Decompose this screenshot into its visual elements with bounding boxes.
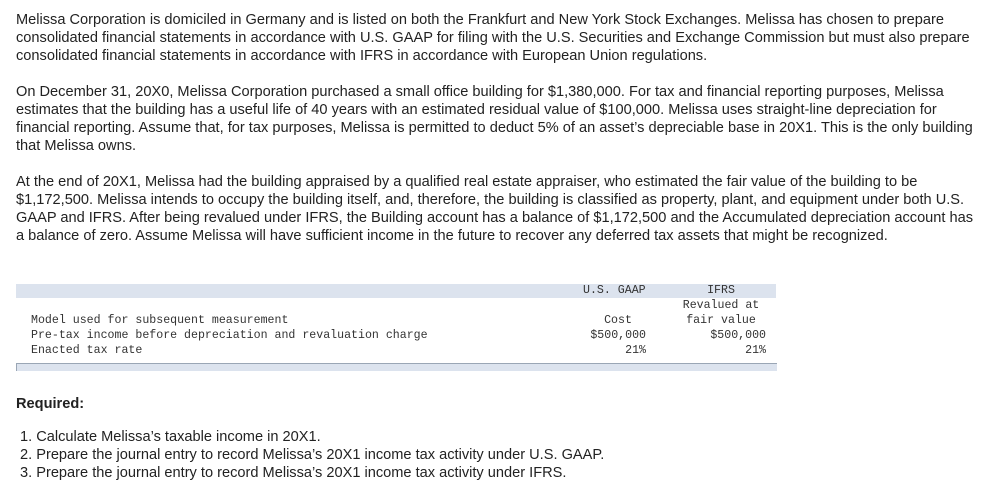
column-header-ifrs: IFRS	[707, 284, 735, 297]
required-heading: Required:	[16, 396, 85, 412]
list-item: 3. Prepare the journal entry to record Melissa’s 20X1 income tax activity under IFRS.	[20, 465, 567, 481]
table-cell-ifrs: 21%	[745, 344, 766, 357]
table-cell-gaap: 21%	[625, 344, 646, 357]
required-list	[20, 428, 604, 482]
table-cell-ifrs: $500,000	[710, 329, 766, 342]
purchase-paragraph: On December 31, 20X0, Melissa Corporation purchased a small office building for $1,380,000. For tax and financial reporting purposes, Melissa estimates that the building has a useful life of 40 years with an estimated residual value of $100,000. Melissa uses straight-line depreciation for financial reporting. Assume that, for tax purposes, Melissa is permitted to deduct 5% of an asset’s depreciable base in 20X1. This is the only building that Melissa owns.	[16, 84, 973, 154]
intro-paragraph: Melissa Corporation is domiciled in Germany and is listed on both the Frankfurt and New York Stock Exchanges. Melissa has chosen to prepare consolidated financial statements in accordance with U.S. GAAP for filing with the U.S. Securities and Exchange Commission but must also prepare consolidated financial statements in accordance with IFRS in accordance with European Union regulations.	[16, 12, 970, 64]
table-footer-band	[16, 363, 777, 371]
table-header-band	[16, 284, 776, 298]
list-item: 1. Calculate Melissa’s taxable income in 20X1.	[20, 429, 321, 445]
column-header-ifrs-line3: fair value	[686, 314, 756, 327]
table-cell-gaap: Cost	[604, 314, 632, 327]
list-item: 2. Prepare the journal entry to record Melissa’s 20X1 income tax activity under U.S. GAAP.	[20, 447, 605, 463]
column-header-ifrs-line2: Revalued at	[682, 299, 760, 312]
appraisal-paragraph: At the end of 20X1, Melissa had the building appraised by a qualified real estate appraiser, who estimated the fair value of the building to be $1,172,500. Melissa intends to occupy the building itself, and, therefore, the building is classified as property, plant, and equipment under both U.S. GAAP and IFRS. After being revalued under IFRS, the Building account has a balance of $1,172,500 and the Accumulated depreciation account has a balance of zero. Assume Melissa will have sufficient income in the future to recover any deferred tax assets that might be recognized.	[16, 174, 974, 244]
table-row-label: Model used for subsequent measurement	[31, 314, 289, 327]
data-table	[16, 282, 776, 372]
table-row-label: Pre-tax income before depreciation and revaluation charge	[31, 329, 428, 342]
table-cell-gaap: $500,000	[590, 329, 646, 342]
column-header-gaap: U.S. GAAP	[583, 284, 646, 297]
table-row-label: Enacted tax rate	[31, 344, 143, 357]
